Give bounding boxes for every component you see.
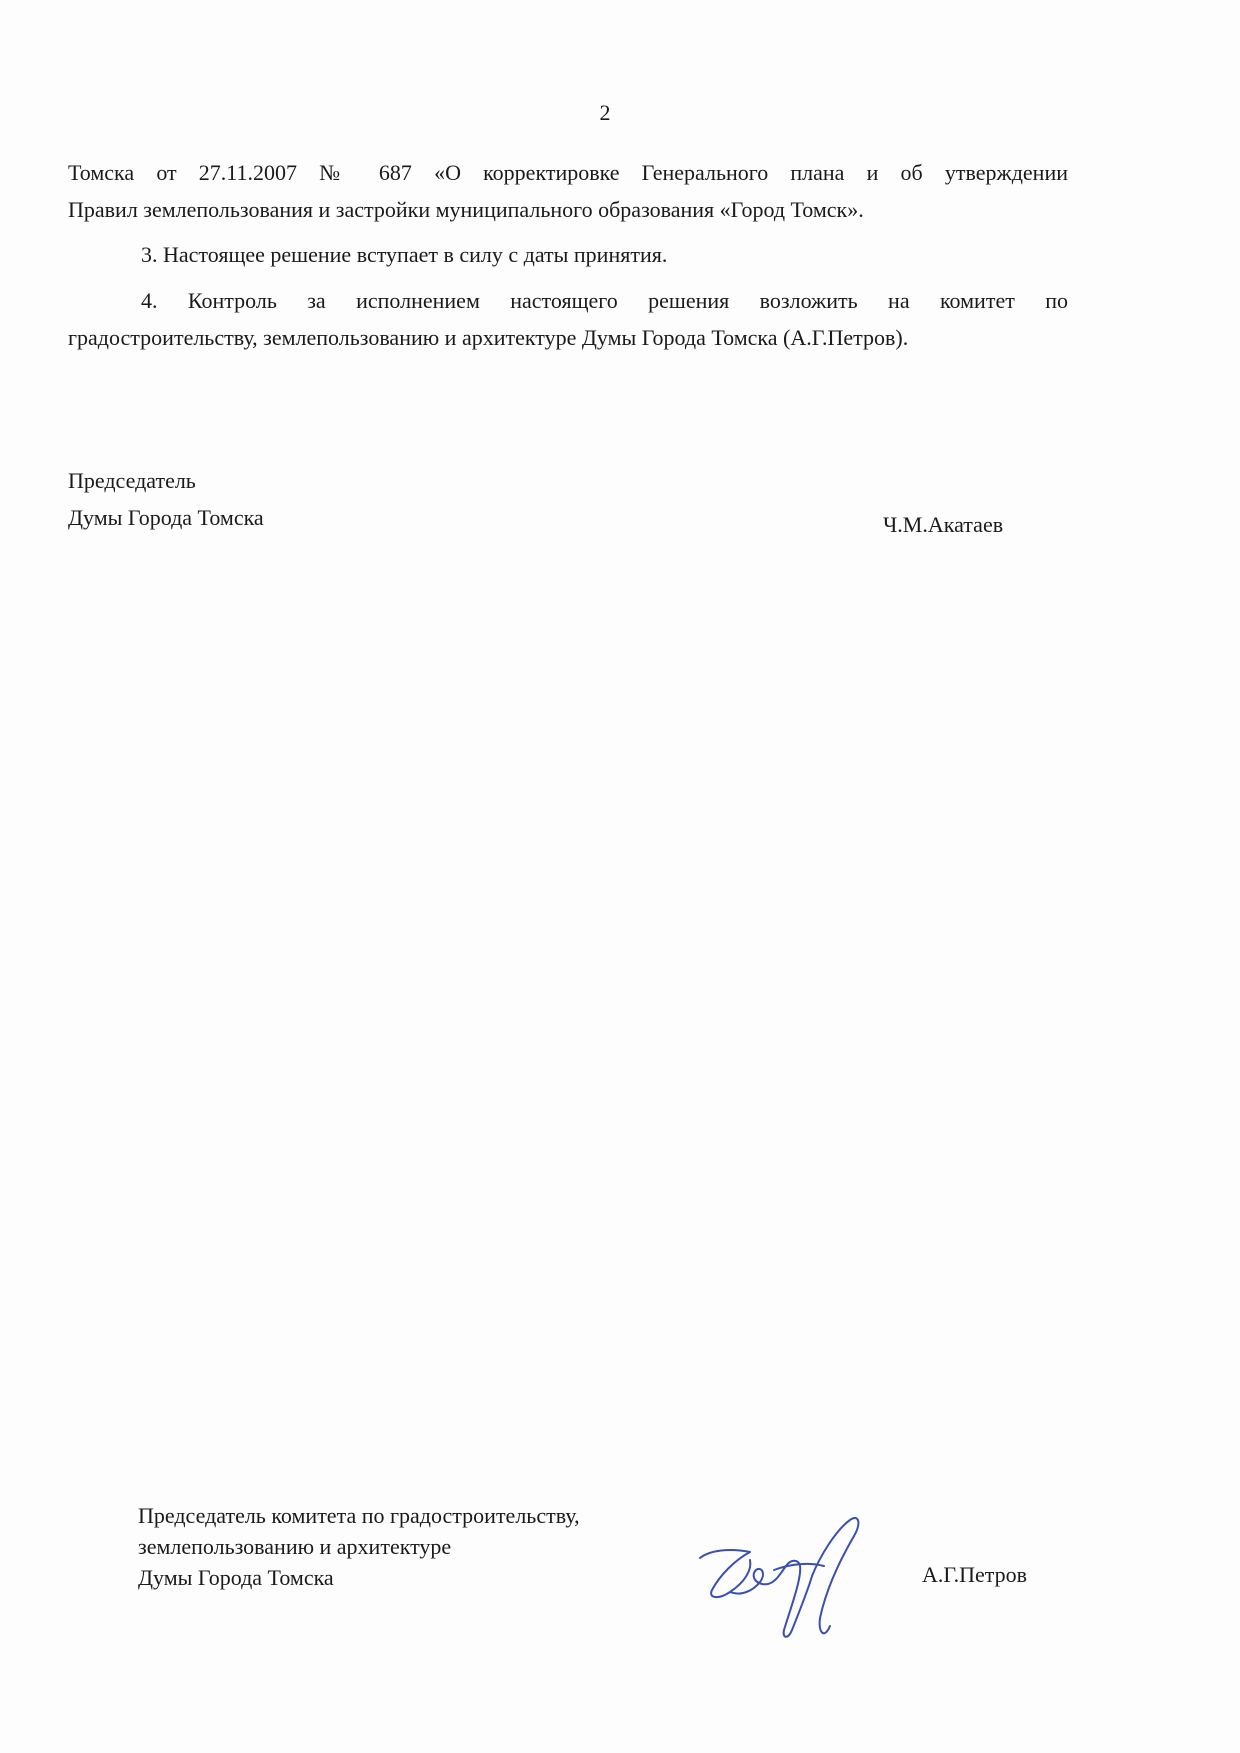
signatory-title-line: Думы Города Томска bbox=[68, 505, 264, 530]
signatory-name-committee: А.Г.Петров bbox=[922, 1562, 1028, 1587]
signature-stroke bbox=[812, 1518, 858, 1633]
signature-stroke bbox=[784, 1561, 812, 1637]
paragraph-line: Томска от 27.11.2007 № 687 «О корректировке Генерального плана и об утверждении bbox=[68, 160, 1068, 185]
page-number: 2 bbox=[599, 100, 611, 125]
paragraph-line: 3. Настоящее решение вступает в силу с даты принятия. bbox=[141, 242, 668, 267]
signatory-title-line: Думы Города Томска bbox=[138, 1565, 334, 1590]
signatory-title-committee bbox=[138, 1500, 580, 1593]
paragraph-continuation bbox=[68, 154, 1068, 228]
paragraph-line: 4. Контроль за исполнением настоящего решения возложить на комитет по bbox=[141, 288, 1068, 313]
paragraph-line: градостроительству, землепользованию и архитектуре Думы Города Томска (А.Г.Петров). bbox=[68, 325, 909, 350]
signatory-title-line: Председатель bbox=[68, 468, 196, 493]
signature-stroke bbox=[730, 1566, 786, 1594]
signatory-name-chairman: Ч.М.Акатаев bbox=[883, 512, 1004, 537]
signatory-title-chairman bbox=[68, 462, 264, 536]
paragraph-item-4 bbox=[68, 282, 1068, 356]
signatory-title-line: Председатель комитета по градостроительству, bbox=[138, 1503, 580, 1528]
handwritten-signature bbox=[690, 1500, 880, 1650]
paragraph-item-3 bbox=[68, 236, 1068, 273]
signature-stroke bbox=[700, 1550, 750, 1597]
signatory-title-line: землепользованию и архитектуре bbox=[138, 1534, 452, 1559]
paragraph-line: Правил землепользования и застройки муниципального образования «Город Томск». bbox=[68, 197, 864, 222]
